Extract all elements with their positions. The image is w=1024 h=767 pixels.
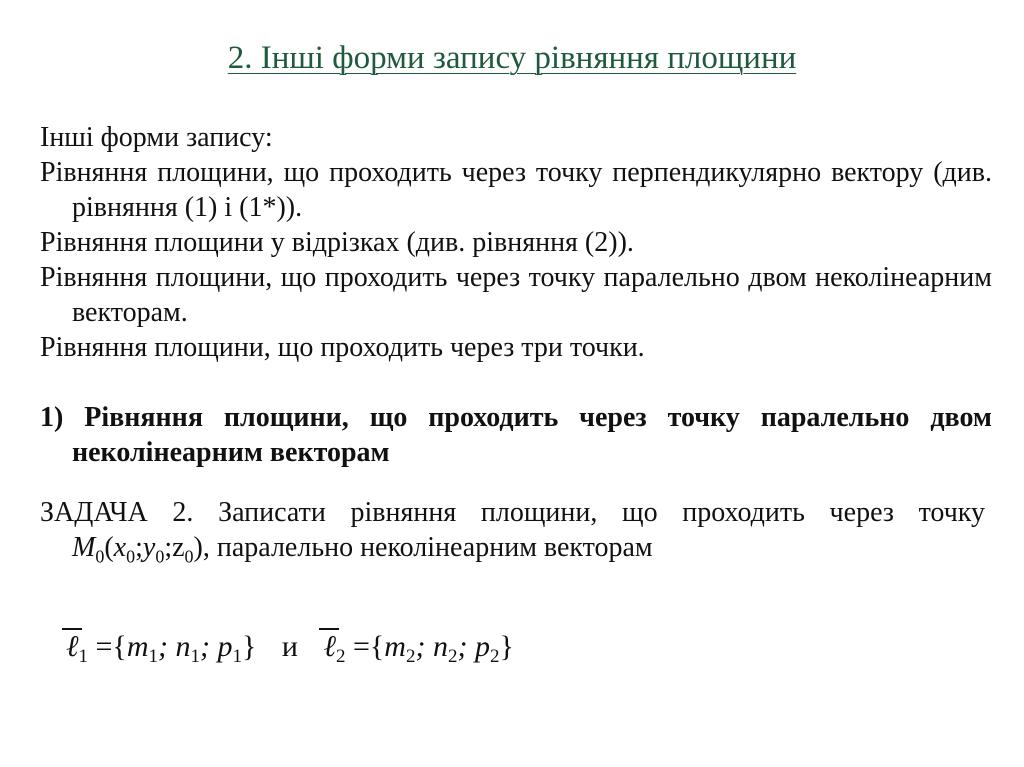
vectors-formula: ℓ$_1$ $=\{m_1$; $n_1$; $p_1$} и ℓ$_2$ $=\{m_2$; $n_2$; $p_2$}: [66, 630, 514, 667]
item-intercepts: Рівняння площини у відрізках (див. рівняння (2)).: [40, 227, 634, 258]
conjunction: и: [281, 630, 298, 663]
point-expression: $M_0(x_0;y_0;z_0)$,: [72, 532, 210, 567]
vector-l2-symbol: ℓ: [323, 630, 336, 663]
item-normal-vector: Рівняння площини, що проходить через точку перпендикулярно вектору (див. рівняння (1) і (1*)).: [40, 157, 992, 223]
task-statement: [40, 495, 992, 575]
item-three-points: Рівняння площини, що проходить через три точки.: [40, 332, 645, 363]
intro-line: Інші форми запису:: [40, 122, 273, 153]
section-number: 1): [40, 402, 64, 433]
slide-title: [0, 36, 1024, 80]
task-text-after: паралельно неколінеарним векторам: [216, 532, 653, 563]
item-two-vectors: Рівняння площини, що проходить через точку паралельно двом неколінеарним векторам.: [40, 262, 992, 328]
slide-title-text: 2. Інші форми запису рівняння площини: [227, 40, 797, 76]
slide-content: [40, 120, 992, 575]
section-heading-text: Рівняння площини, що проходить через точку паралельно двом неколінеарним векторам: [72, 402, 992, 468]
task-text-before: Записати рівняння площини, що проходить через точку: [218, 497, 985, 528]
section-heading: [40, 400, 992, 470]
vector-l1-symbol: ℓ: [66, 630, 79, 663]
task-label: ЗАДАЧА 2.: [40, 497, 194, 528]
